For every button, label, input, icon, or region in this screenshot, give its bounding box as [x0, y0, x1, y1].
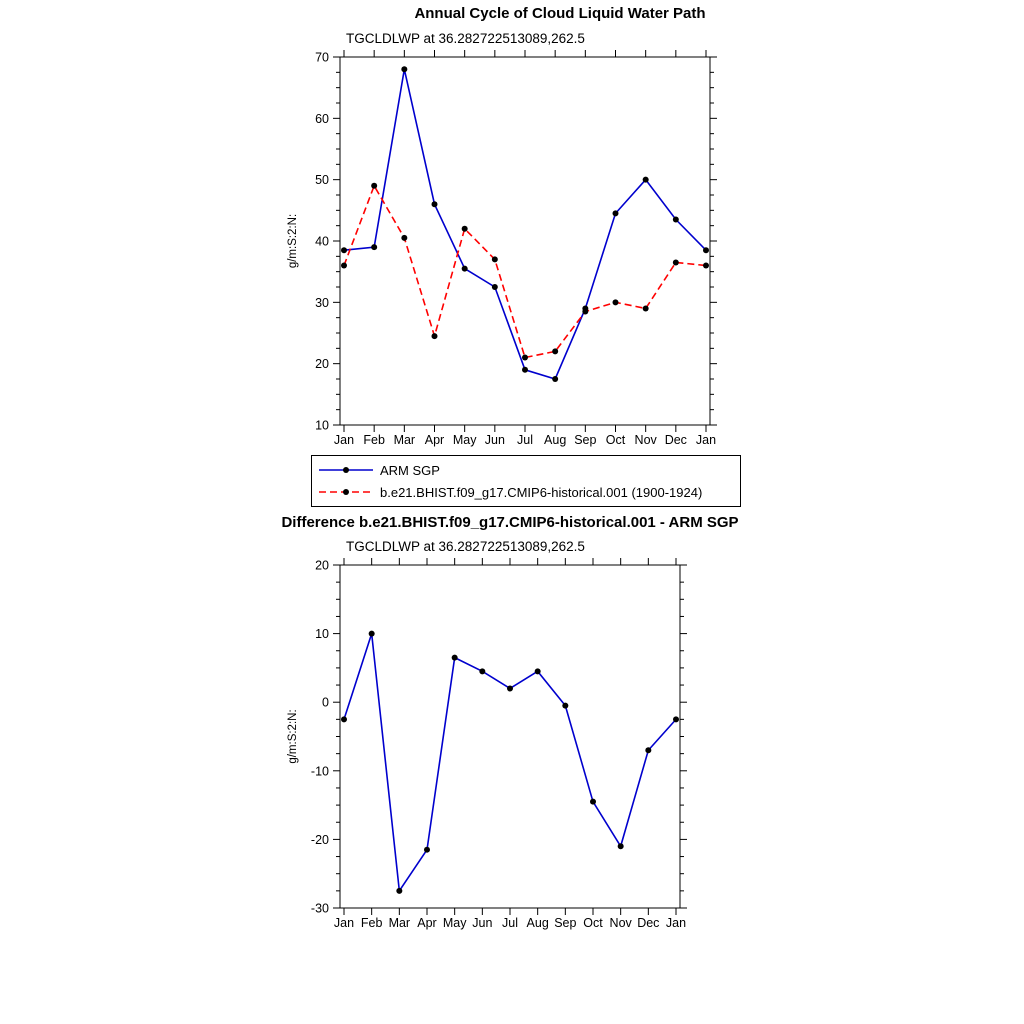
svg-text:30: 30 — [315, 295, 329, 310]
svg-text:60: 60 — [315, 111, 329, 126]
annual-cycle-plot-series-1 — [341, 183, 709, 361]
svg-text:40: 40 — [315, 234, 329, 249]
annual-cycle-plot-series-0 — [341, 66, 709, 382]
svg-text:Feb: Feb — [360, 916, 383, 930]
svg-text:20: 20 — [315, 558, 329, 573]
svg-text:Jul: Jul — [502, 916, 518, 930]
svg-text:Oct: Oct — [583, 916, 603, 930]
svg-text:Sep: Sep — [554, 916, 577, 930]
svg-text:10: 10 — [315, 627, 329, 642]
svg-text:Dec: Dec — [664, 433, 687, 447]
svg-text:-30: -30 — [310, 901, 329, 916]
svg-text:Jun: Jun — [472, 916, 493, 930]
svg-text:Sep: Sep — [574, 433, 597, 447]
chart1-title: Annual Cycle of Cloud Liquid Water Path — [414, 5, 706, 22]
svg-text:Jan: Jan — [665, 916, 687, 930]
svg-text:May: May — [442, 916, 467, 930]
annual-cycle-plot-ylabel: g/m:S:2:N: — [287, 213, 299, 269]
svg-text:0: 0 — [322, 695, 329, 710]
difference-plot — [287, 558, 687, 930]
legend-label-model: b.e21.BHIST.f09_g17.CMIP6-historical.001 (1900-1924) — [380, 484, 703, 500]
svg-text:Jan: Jan — [333, 433, 355, 447]
svg-text:May: May — [452, 433, 477, 447]
legend-label-arm-sgp: ARM SGP — [380, 462, 440, 478]
legend-line-sample-model — [317, 485, 375, 499]
svg-text:50: 50 — [315, 173, 329, 188]
difference-plot-ylabel: g/m:S:2:N: — [287, 709, 299, 764]
legend-line-sample-arm-sgp — [317, 463, 375, 477]
svg-text:-20: -20 — [310, 832, 329, 847]
svg-text:Oct: Oct — [605, 433, 626, 447]
difference-plot-series-0 — [341, 631, 679, 894]
svg-text:10: 10 — [315, 418, 329, 433]
svg-text:Nov: Nov — [609, 916, 632, 930]
svg-text:20: 20 — [315, 357, 329, 372]
svg-text:Nov: Nov — [634, 433, 657, 447]
chart1-subtitle: TGCLDLWP at 36.282722513089,262.5 — [346, 31, 585, 46]
svg-text:Jan: Jan — [333, 916, 355, 930]
annual-cycle-plot — [287, 50, 717, 447]
svg-text:70: 70 — [315, 50, 329, 65]
svg-text:-10: -10 — [310, 764, 329, 779]
svg-text:Aug: Aug — [526, 916, 549, 930]
svg-text:Mar: Mar — [393, 433, 416, 447]
chart2-subtitle: TGCLDLWP at 36.282722513089,262.5 — [346, 539, 585, 554]
svg-text:Mar: Mar — [388, 916, 411, 930]
svg-text:Jan: Jan — [695, 433, 717, 447]
svg-text:Jun: Jun — [484, 433, 505, 447]
svg-text:Apr: Apr — [424, 433, 445, 447]
chart2-title: Difference b.e21.BHIST.f09_g17.CMIP6-historical.001 - ARM SGP — [281, 514, 739, 531]
svg-text:Dec: Dec — [637, 916, 660, 930]
svg-text:Aug: Aug — [544, 433, 567, 447]
legend-item-model — [317, 481, 735, 503]
svg-text:Feb: Feb — [363, 433, 385, 447]
svg-text:Jul: Jul — [517, 433, 533, 447]
chart1-legend — [311, 455, 741, 507]
legend-item-arm-sgp — [317, 459, 735, 481]
svg-text:Apr: Apr — [417, 916, 437, 930]
